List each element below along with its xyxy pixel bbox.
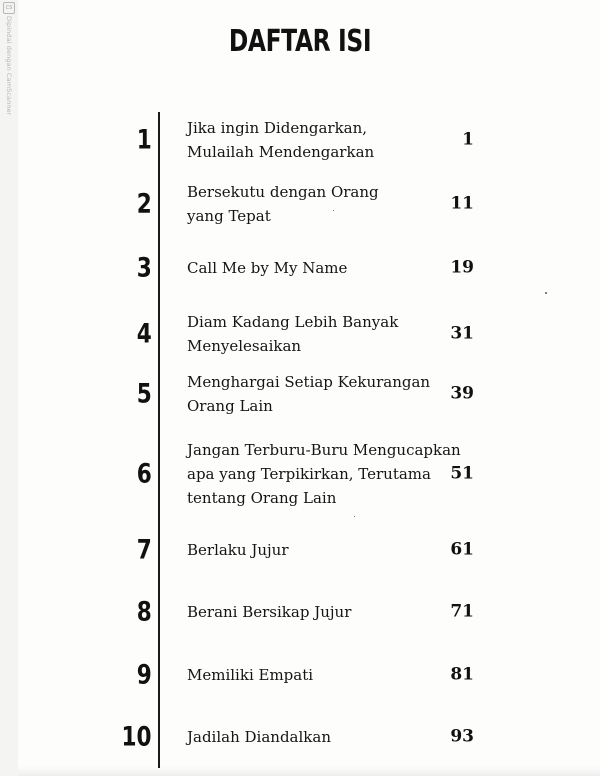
scan-speck <box>545 292 547 294</box>
scan-speck <box>333 210 334 211</box>
chapter-title <box>187 538 455 562</box>
chapter-title <box>187 256 455 280</box>
chapter-number: 8 <box>136 596 152 628</box>
chapter-title-line: Orang Lain <box>187 397 273 415</box>
chapter-title <box>187 725 455 749</box>
chapter-title-line: Diam Kadang Lebih Banyak <box>187 313 399 331</box>
page-number: 11 <box>450 193 474 214</box>
chapter-title <box>187 310 455 358</box>
chapter-title-line: Call Me by My Name <box>187 259 348 277</box>
page-number: 31 <box>450 323 474 344</box>
chapter-number: 1 <box>136 124 152 156</box>
chapter-title <box>187 370 455 418</box>
chapter-title-line: tentang Orang Lain <box>187 489 337 507</box>
page-number: 93 <box>450 726 474 747</box>
page-number: 51 <box>450 463 474 484</box>
page-number: 71 <box>450 601 474 622</box>
chapter-number: 7 <box>136 534 152 566</box>
chapter-title-line: Jika ingin Didengarkan, <box>187 119 368 137</box>
chapter-number: 9 <box>136 659 152 691</box>
chapter-title-line: Jangan Terburu-Buru Mengucapkan <box>187 441 461 459</box>
chapter-title-line: Berani Bersikap Jujur <box>187 603 352 621</box>
chapter-title <box>187 663 455 687</box>
chapter-number: 3 <box>136 252 152 284</box>
camscanner-logo-icon: CS <box>3 2 15 14</box>
chapter-title <box>187 600 455 624</box>
chapter-title <box>187 116 455 164</box>
chapter-title-line: Bersekutu dengan Orang <box>187 183 379 201</box>
chapter-title <box>187 180 455 228</box>
page-title: DAFTAR ISI <box>228 24 372 59</box>
page-number: 39 <box>450 383 474 404</box>
chapter-title-line: Mulailah Mendengarkan <box>187 143 375 161</box>
chapter-title-line: Menghargai Setiap Kekurangan <box>187 373 431 391</box>
page-number: 1 <box>462 129 474 150</box>
chapter-number: 4 <box>136 318 152 350</box>
chapter-title-line: yang Tepat <box>187 207 271 225</box>
chapter-title-line: apa yang Terpikirkan, Terutama <box>187 465 431 483</box>
chapter-number: 5 <box>136 378 152 410</box>
page-number: 19 <box>450 257 474 278</box>
chapter-title-line: Memiliki Empati <box>187 666 314 684</box>
watermark-text: Dipindai dengan CamScanner <box>5 16 13 116</box>
chapter-number: 6 <box>136 458 152 490</box>
chapter-title-line: Menyelesaikan <box>187 337 302 355</box>
chapter-title-line: Jadilah Diandalkan <box>187 728 331 746</box>
scan-speck <box>354 516 355 517</box>
chapter-title-line: Berlaku Jujur <box>187 541 289 559</box>
page-number: 61 <box>450 539 474 560</box>
chapter-title <box>187 438 461 510</box>
page-number: 81 <box>450 664 474 685</box>
chapter-number: 10 <box>121 721 152 753</box>
chapter-number: 2 <box>136 188 152 220</box>
